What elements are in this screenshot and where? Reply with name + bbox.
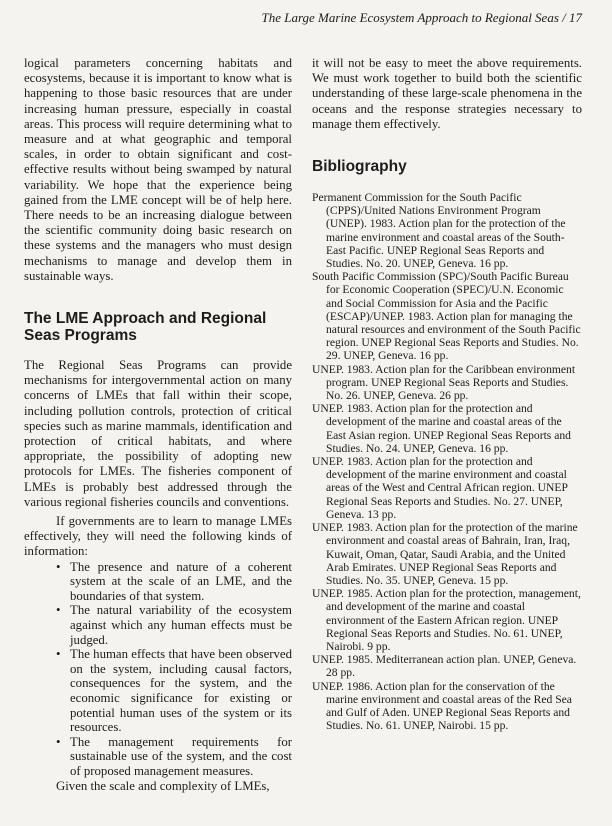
- left-paragraph-4: Given the scale and complexity of LMEs,: [56, 778, 270, 793]
- list-item: [24, 560, 292, 604]
- list-item: [24, 603, 292, 647]
- list-item: [24, 735, 292, 779]
- reference-item: UNEP. 1983. Action plan for the protection of the marine environment and coastal areas of Bahrain, Iran, Iraq, Kuwait, Oman, Qatar, Saudi Arabia, and the United Arab Emirates. UNEP Regional Seas Reports and Studies. No. 35. UNEP, Geneva. 15 pp.: [312, 521, 578, 587]
- list-item-text: The natural variability of the ecosystem against which any human effects must be judged.: [70, 603, 292, 647]
- reference-item: UNEP. 1985. Action plan for the protection, management, and development of the marine and coastal environment of the Eastern African region. UNEP Regional Seas Reports and Studies. No. 61. UNEP, Nairobi. 9 pp.: [312, 587, 581, 653]
- list-item-text: The human effects that have been observed on the system, including causal factors, consequences for the system, and the economic significance for existing or potential human uses of the system or its resources.: [70, 647, 292, 735]
- bibliography-heading: Bibliography: [312, 158, 407, 176]
- right-paragraph-1: it will not be easy to meet the above requirements. We must work together to build both the scientific understanding of these large-scale phenomena in the oceans and the response strategies necessary to manage them effectively.: [312, 56, 582, 131]
- reference-item: Permanent Commission for the South Pacific (CPPS)/United Nations Environment Program (UNEP). 1983. Action plan for the protection of the marine environment and coastal areas of the South-East Pacific. UNEP Regional Seas Reports and Studies. No. 20. UNEP, Geneva. 16 pp.: [312, 191, 566, 271]
- list-item: [24, 647, 292, 735]
- left-column: [24, 56, 292, 794]
- left-paragraph-3: If governments are to learn to manage LMEs effectively, they will need the following kinds of information:: [24, 514, 292, 559]
- list-item-text: The management requirements for sustainable use of the system, and the cost of proposed management measures.: [70, 734, 292, 778]
- reference-item: UNEP. 1985. Mediterranean action plan. UNEP, Geneva. 28 pp.: [312, 653, 577, 680]
- list-item-text: The presence and nature of a coherent system at the scale of an LME, and the boundaries of that system.: [70, 559, 292, 603]
- reference-item: UNEP. 1986. Action plan for the conservation of the marine environment and coastal areas of the Red Sea and Gulf of Aden. UNEP Regional Seas Reports and Studies. No. 61. UNEP, Nairobi. 15 pp.: [312, 679, 572, 733]
- bullet-marker: •: [56, 603, 61, 618]
- reference-list: [312, 191, 582, 732]
- bullet-marker: •: [56, 734, 61, 749]
- left-paragraph-1: logical parameters concerning habitats and ecosystems, because it is important to know what is happening to those basic resources that are under increasing human pressure, especially in coastal areas. This process will require determining what to measure and at what geographic and temporal scales, in order to obtain significant and cost-effective results without being swamped by natural variability. We hope that the experience being gained from the LME concept will be of help here. There needs to be an increasing dialogue between the scientific community doing basic research on these systems and the managers who must design mechanisms to manage and develop them in sustainable ways.: [24, 56, 292, 283]
- section-heading: The LME Approach and Regional Seas Programs: [24, 310, 267, 345]
- reference-item: South Pacific Commission (SPC)/South Pacific Bureau for Economic Cooperation (SPEC)/U.N. Economic and Social Commission for Asia and the Pacific (ESCAP)/UNEP. 1983. Action plan for managing the natural resources and environment of the South Pacific region. UNEP Regional Seas Reports and Studies. No. 29. UNEP, Geneva. 16 pp.: [312, 270, 581, 363]
- running-head: The Large Marine Ecosystem Approach to Regional Seas / 17: [261, 10, 582, 25]
- left-paragraph-2: The Regional Seas Programs can provide mechanisms for intergovernmental action on many concerns of LMEs that fall within their scope, including pollution controls, protection of critical species such as marine mammals, identification and protection of critical habitats, and where appropriate, the possibility of adopting new protocols for LMEs. The fisheries component of LMEs is probably best addressed through the various regional fisheries councils and conventions.: [24, 358, 292, 509]
- bullet-marker: •: [56, 647, 61, 662]
- information-list: [24, 560, 292, 779]
- reference-item: UNEP. 1983. Action plan for the protection and development of the marine environment and coastal areas of the West and Central African region. UNEP Regional Seas Reports and Studies. No. 27. UNEP, Geneva. 13 pp.: [312, 455, 568, 521]
- right-column: [312, 56, 582, 732]
- bullet-marker: •: [56, 559, 61, 574]
- reference-item: UNEP. 1983. Action plan for the Caribbean environment program. UNEP Regional Seas Reports and Studies. No. 26. UNEP, Geneva. 26 pp.: [312, 362, 576, 403]
- reference-item: UNEP. 1983. Action plan for the protection and development of the marine and coastal areas of the East Asian region. UNEP Regional Seas Reports and Studies. No. 24. UNEP, Geneva. 16 pp.: [312, 402, 571, 455]
